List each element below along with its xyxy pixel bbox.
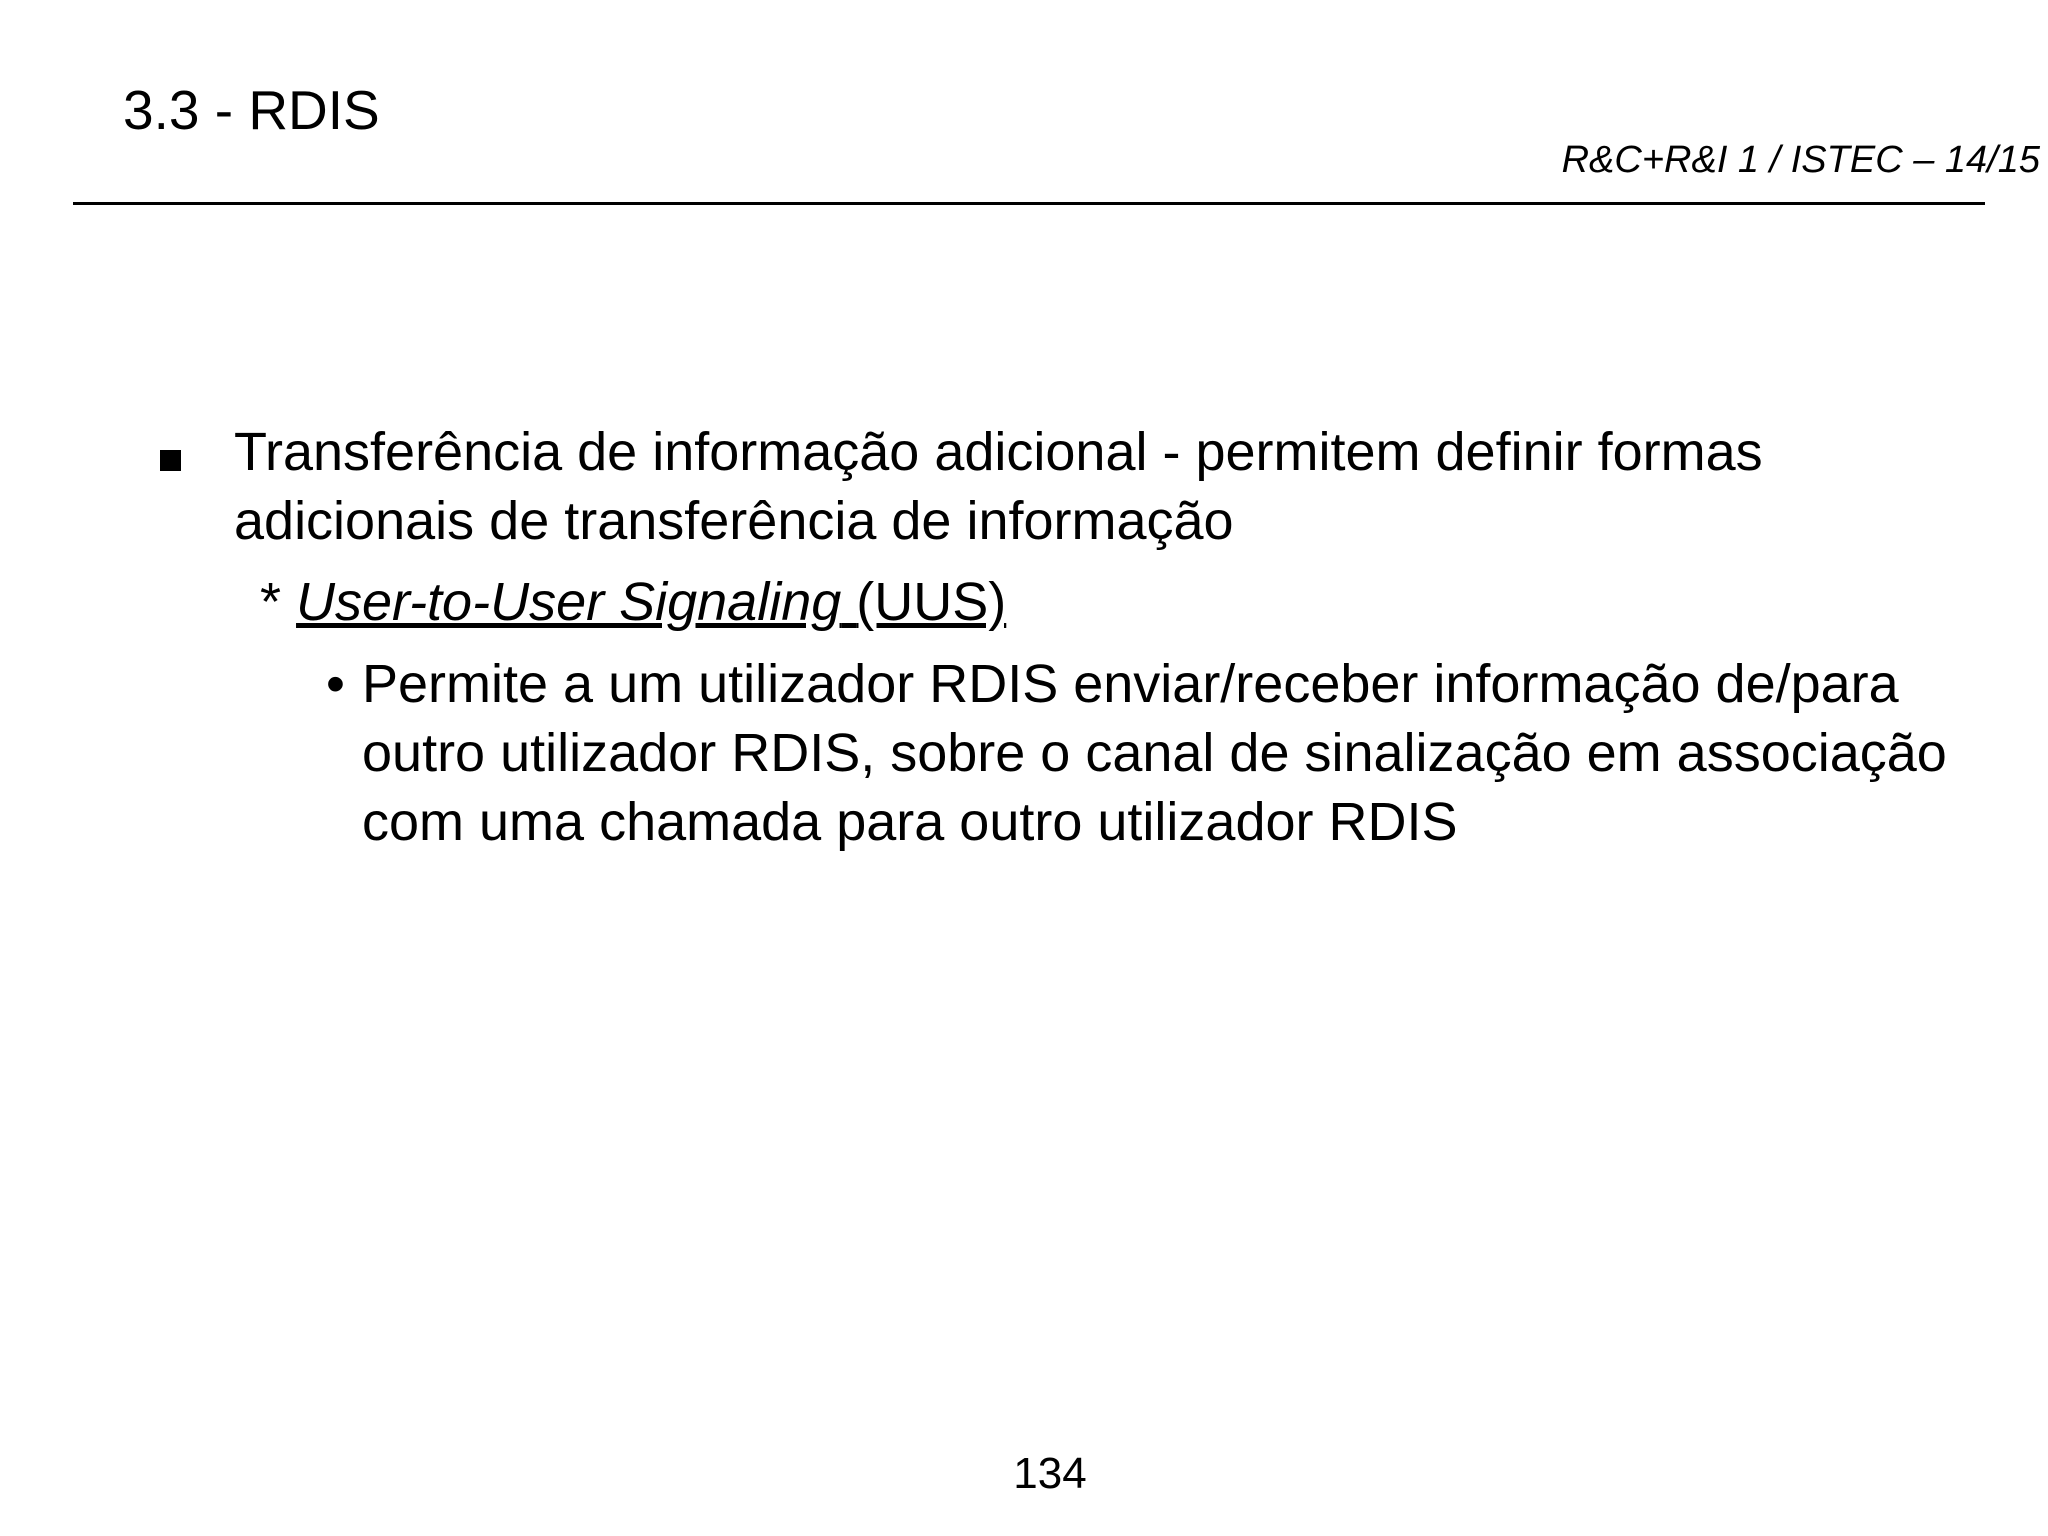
bullet-text: Transferência de informação adicional - permitem definir formas adicionais de transferência de informação bbox=[234, 422, 1763, 551]
detail-text: Permite a um utilizador RDIS enviar/receber informação de/para outro utilizador RDIS, sobre o canal de sinalização em associação com uma chamada para outro utilizador RDIS bbox=[362, 654, 1947, 852]
slide-title: 3.3 - RDIS bbox=[123, 79, 380, 141]
course-reference: R&C+R&I 1 / ISTEC – 14/15 bbox=[1561, 139, 2040, 181]
asterisk-marker: * bbox=[260, 572, 282, 632]
page-number: 134 bbox=[1013, 1449, 1087, 1498]
sub-bullet-abbreviation: (UUS) bbox=[856, 572, 1007, 632]
dot-bullet-icon: • bbox=[326, 654, 345, 714]
header-divider bbox=[73, 202, 1985, 205]
sub-bullet-term: User-to-User Signaling bbox=[296, 572, 842, 632]
sub-bullet bbox=[260, 568, 1006, 637]
square-bullet-icon bbox=[160, 450, 181, 471]
